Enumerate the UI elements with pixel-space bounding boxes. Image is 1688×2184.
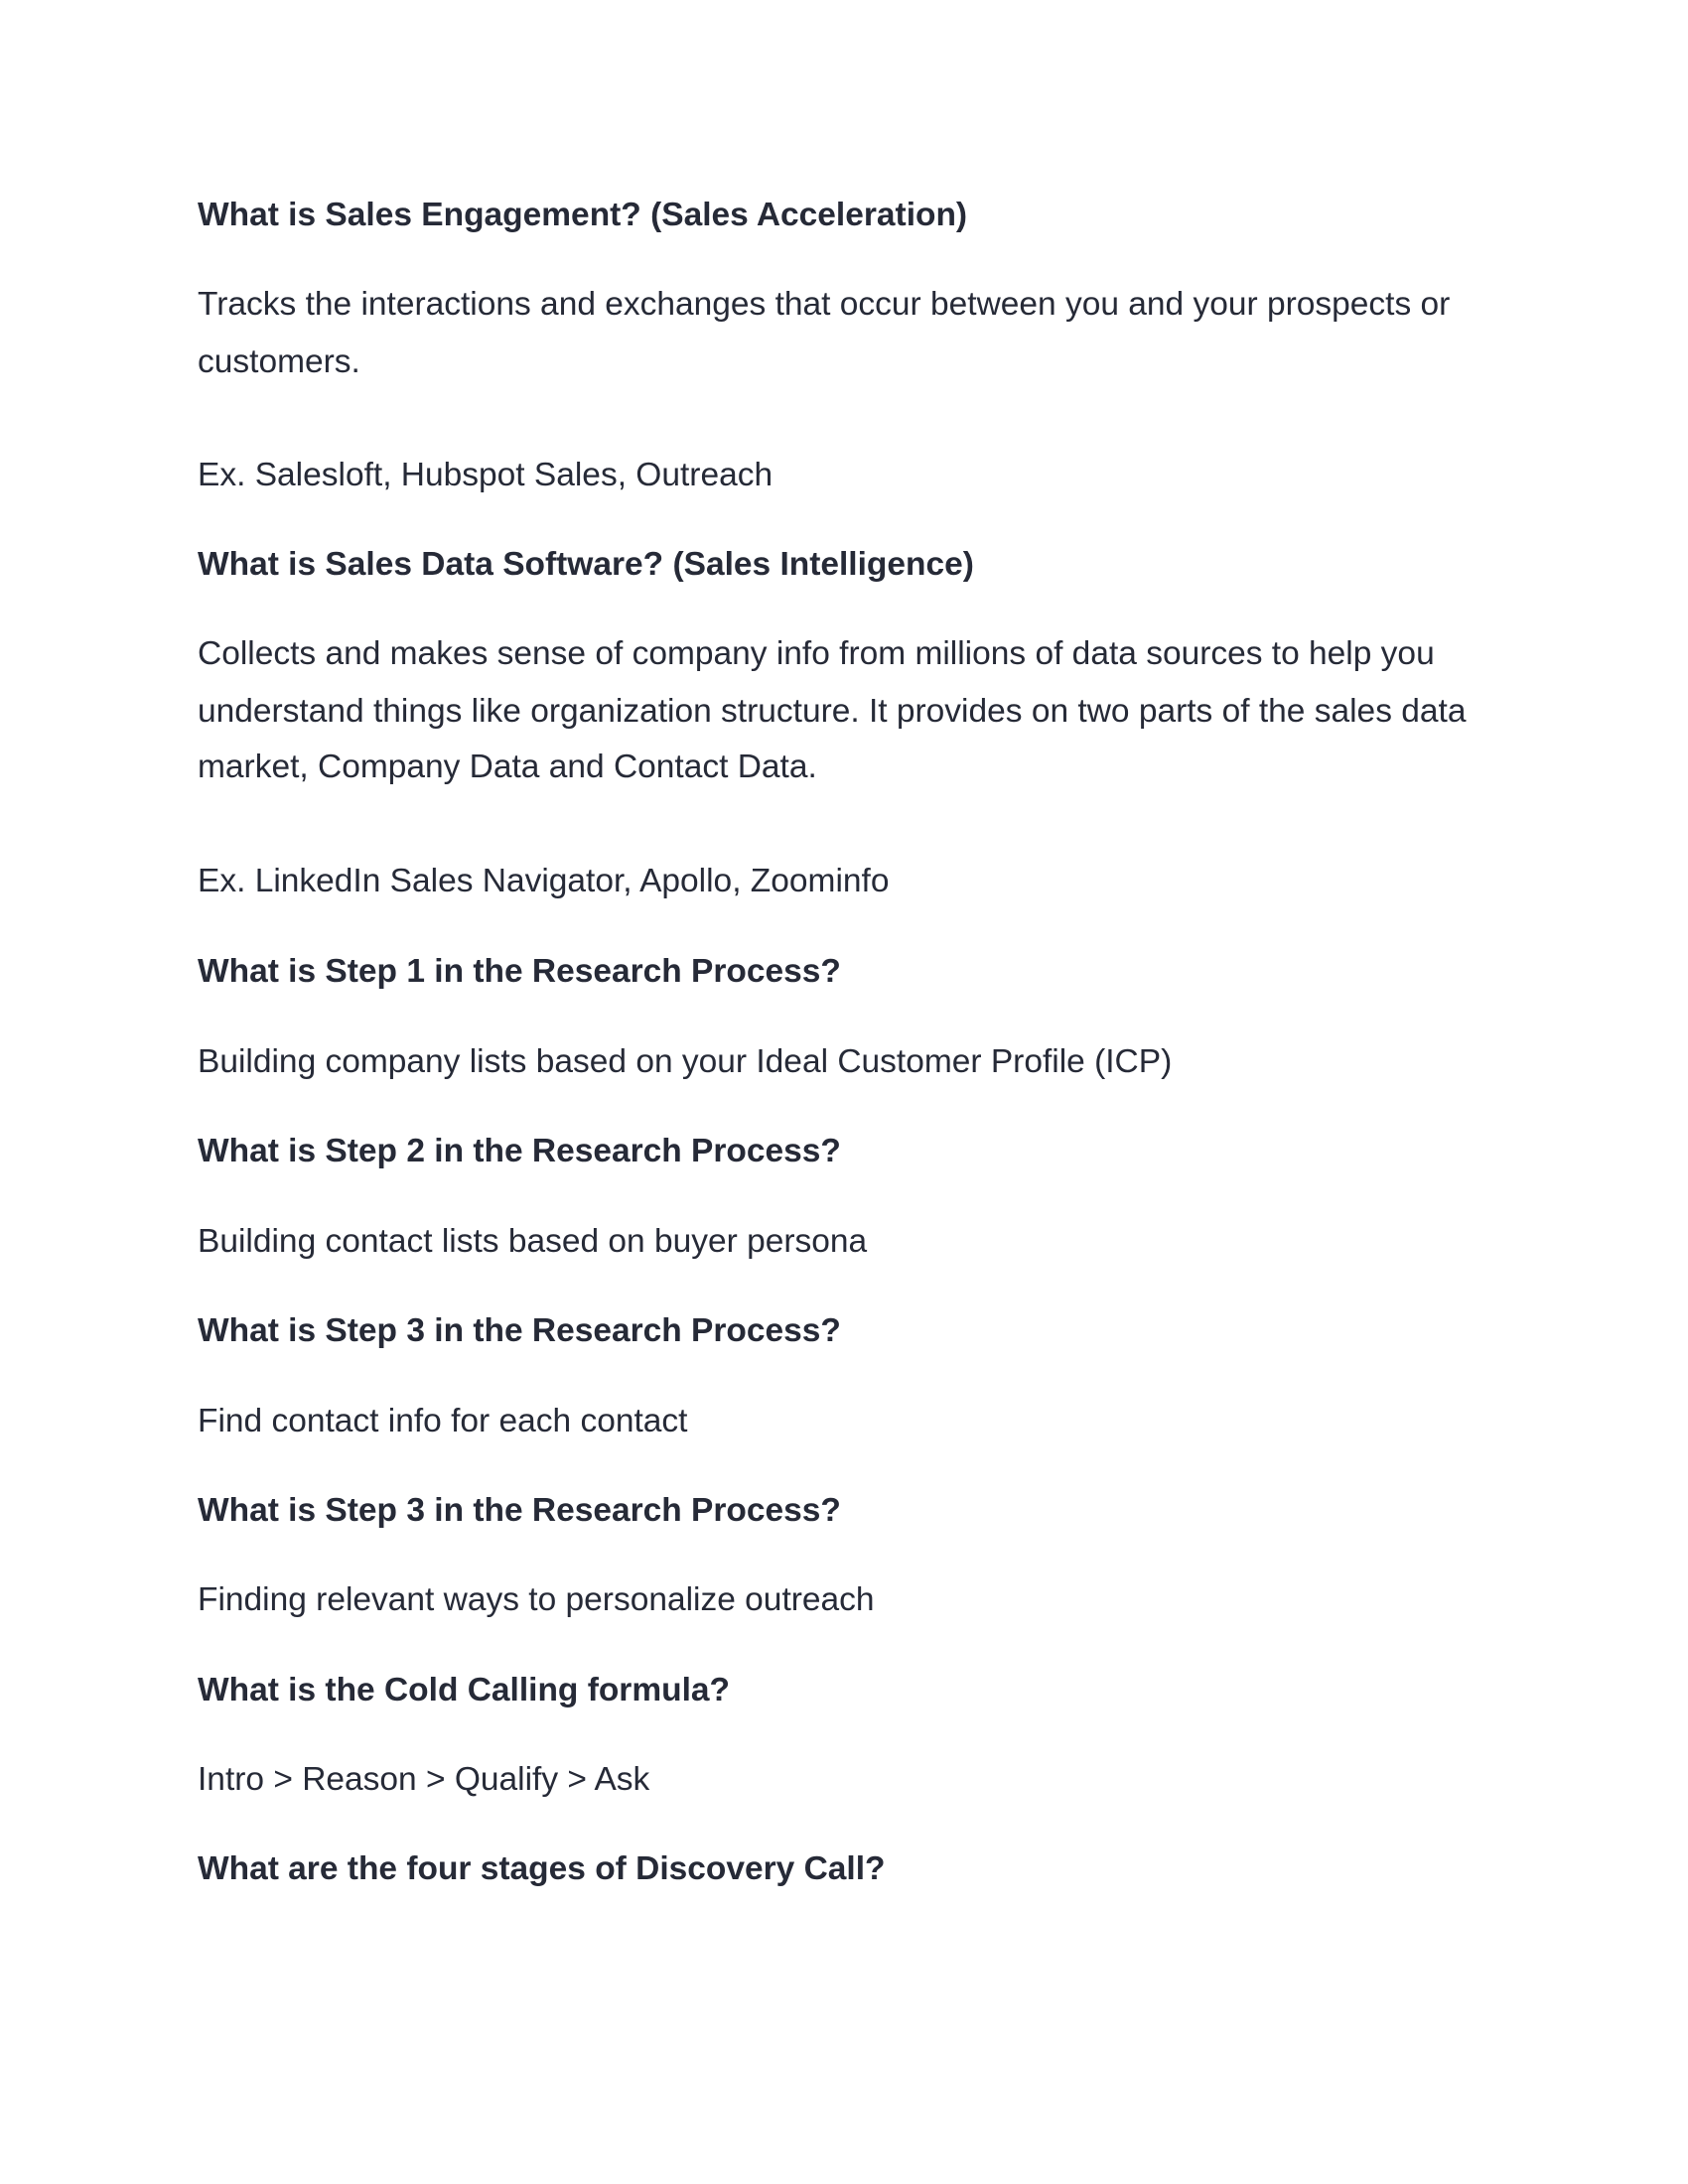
example-sales-data: Ex. LinkedIn Sales Navigator, Apollo, Zoominfo	[198, 863, 890, 899]
question-discovery-call-stages: What are the four stages of Discovery Call?	[198, 1850, 886, 1887]
question-research-step-3-repeat: What is Step 3 in the Research Process?	[198, 1492, 841, 1529]
answer-sales-data-line-3: market, Company Data and Contact Data.	[198, 749, 817, 785]
answer-sales-data-line-2: understand things like organization structure. It provides on two parts of the sales data	[198, 693, 1467, 730]
example-sales-engagement: Ex. Salesloft, Hubspot Sales, Outreach	[198, 457, 774, 493]
answer-sales-engagement-line-2: customers.	[198, 343, 360, 380]
answer-sales-engagement-line-1: Tracks the interactions and exchanges that occur between you and your prospects or	[198, 286, 1451, 323]
answer-research-step-3-repeat: Finding relevant ways to personalize outreach	[198, 1581, 875, 1618]
question-research-step-2: What is Step 2 in the Research Process?	[198, 1133, 841, 1169]
answer-research-step-1: Building company lists based on your Ideal Customer Profile (ICP)	[198, 1043, 1173, 1080]
answer-research-step-3: Find contact info for each contact	[198, 1403, 688, 1439]
question-research-step-3: What is Step 3 in the Research Process?	[198, 1312, 841, 1349]
answer-sales-data-line-1: Collects and makes sense of company info from millions of data sources to help you	[198, 635, 1435, 672]
answer-cold-calling-formula: Intro > Reason > Qualify > Ask	[198, 1761, 650, 1798]
answer-research-step-2: Building contact lists based on buyer persona	[198, 1223, 868, 1260]
question-sales-engagement: What is Sales Engagement? (Sales Acceleration)	[198, 197, 968, 233]
question-cold-calling-formula: What is the Cold Calling formula?	[198, 1672, 730, 1708]
question-sales-data-software: What is Sales Data Software? (Sales Intelligence)	[198, 546, 974, 583]
question-research-step-1: What is Step 1 in the Research Process?	[198, 953, 841, 990]
